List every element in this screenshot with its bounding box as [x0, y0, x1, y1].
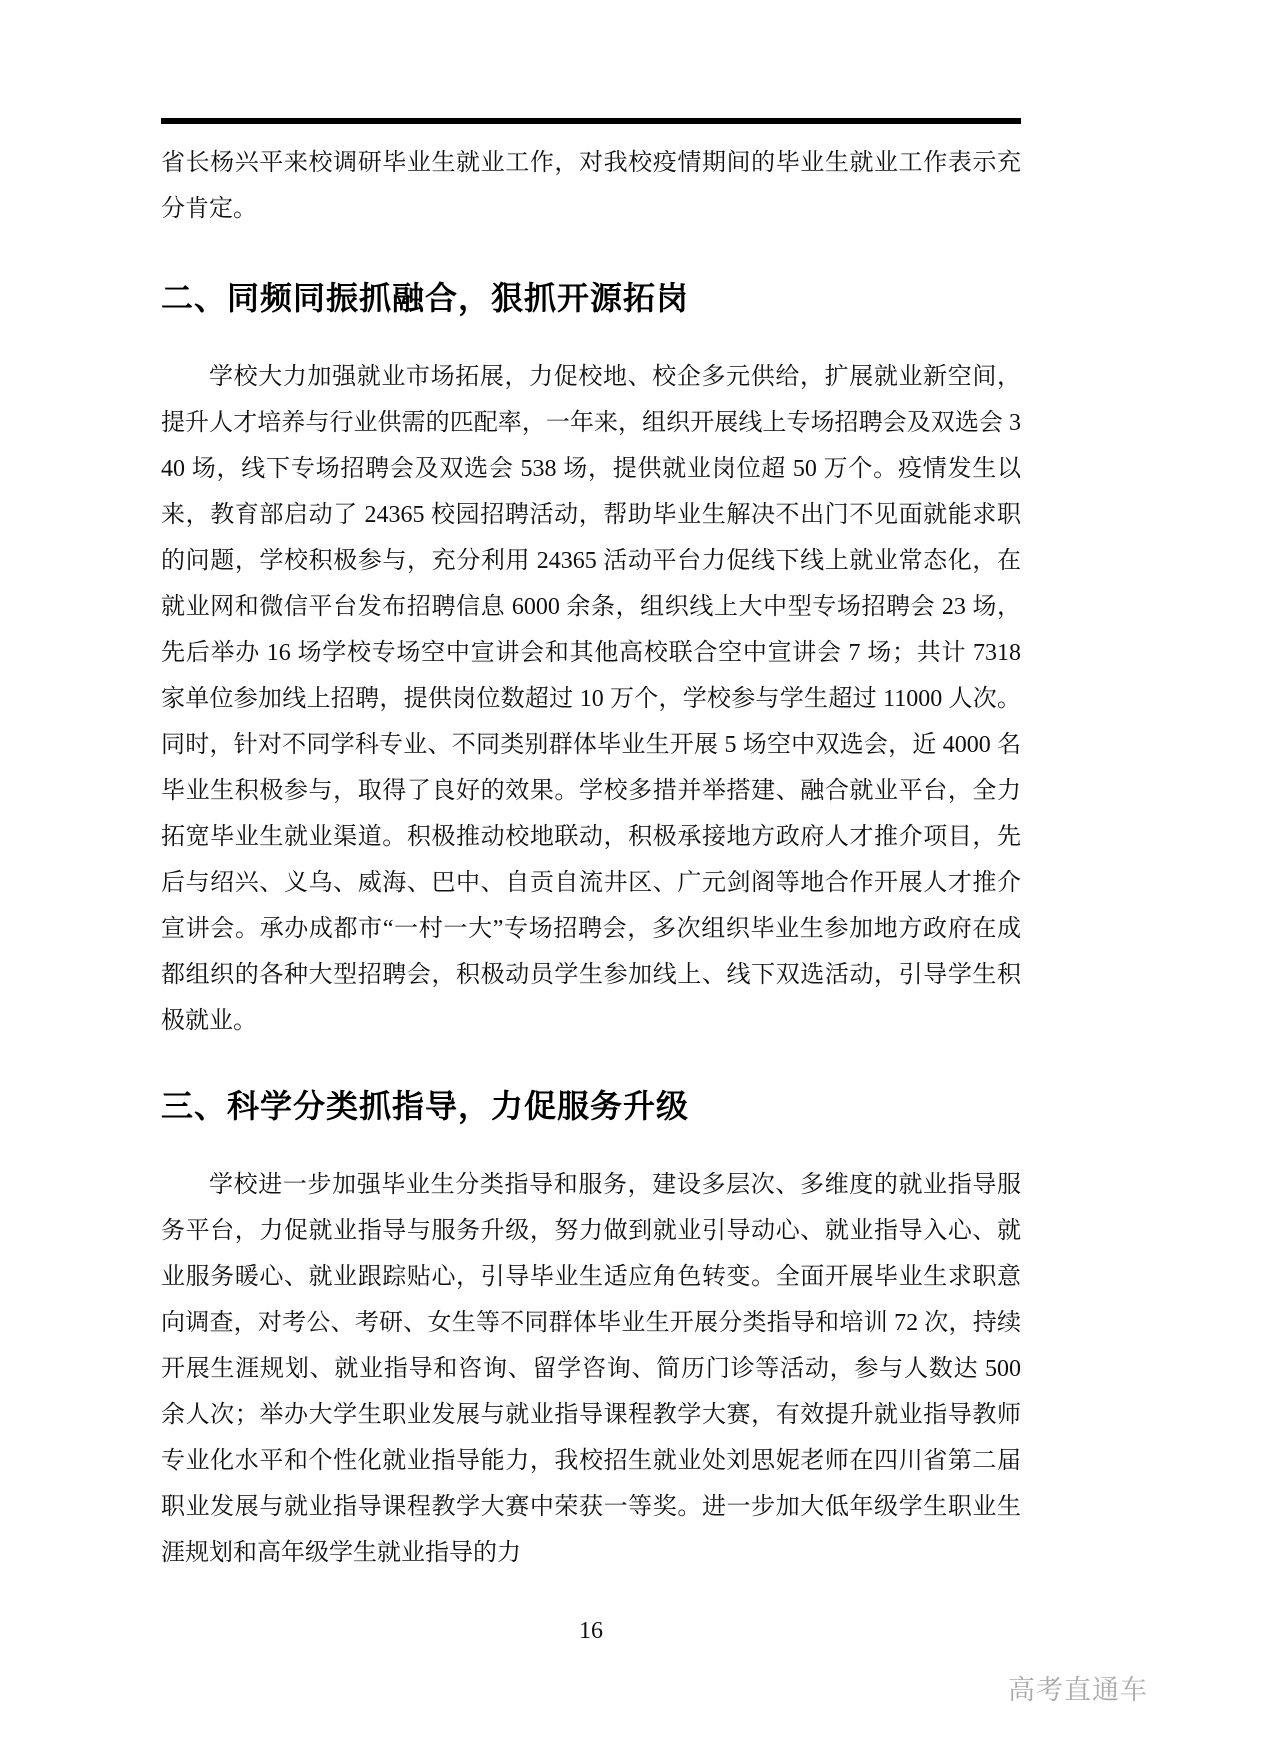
page-number: 16 — [579, 1618, 603, 1644]
document-content — [161, 118, 1021, 1576]
intro-paragraph: 省长杨兴平来校调研毕业生就业工作，对我校疫情期间的毕业生就业工作表示充分肯定。 — [161, 150, 1021, 222]
header-rule — [161, 118, 1021, 124]
watermark-text: 高考直通车 — [1008, 1675, 1148, 1705]
section-heading-3: 三、科学分类抓指导，力促服务升级 — [161, 1088, 690, 1124]
section-3-paragraph: 学校进一步加强毕业生分类指导和服务，建设多层次、多维度的就业指导服务平台，力促就业指导与服务升级，努力做到就业引导动心、就业指导入心、就业服务暖心、就业跟踪贴心，引导毕业生适应角色转变。全面开展毕业生求职意向调查，对考公、考研、女生等不同群体毕业生开展分类指导和培训 72 次，持续开展生涯规划、就业指导和咨询、留学咨询、简历门诊等活动，参与人数达 500 余人次；举办大学生职业发展与就业指导课程教学大赛，有效提升就业指导教师专业化水平和个性化就业指导能力，我校招生就业处刘思妮老师在四川省第二届职业发展与就业指导课程教学大赛中荣获一等奖。进一步加大低年级学生职业生涯规划和高年级学生就业指导的力 — [161, 1172, 1021, 1566]
section-heading-2: 二、同频同振抓融合，狠抓开源拓岗 — [161, 280, 690, 316]
section-2-paragraph: 学校大力加强就业市场拓展，力促校地、校企多元供给，扩展就业新空间，提升人才培养与行业供需的匹配率，一年来，组织开展线上专场招聘会及双选会 340 场，线下专场招聘会及双选会 538 场，提供就业岗位超 50 万个。疫情发生以来，教育部启动了 24365 校园招聘活动，帮助毕业生解决不出门不见面就能求职的问题，学校积极参与，充分利用 24365 活动平台力促线下线上就业常态化，在就业网和微信平台发布招聘信息 6000 余条，组织线上大中型专场招聘会 23 场，先后举办 16 场学校专场空中宣讲会和其他高校联合空中宣讲会 7 场；共计 7318 家单位参加线上招聘，提供岗位数超过 10 万个，学校参与学生超过 11000 人次。同时，针对不同学科专业、不同类别群体毕业生开展 5 场空中双选会，近 4000 名毕业生积极参与，取得了良好的效果。学校多措并举搭建、融合就业平台，全力拓宽毕业生就业渠道。积极推动校地联动，积极承接地方政府人才推介项目，先后与绍兴、义乌、威海、巴中、自贡自流井区、广元剑阁等地合作开展人才推介宣讲会。承办成都市“一村一大”专场招聘会，多次组织毕业生参加地方政府在成都组织的各种大型招聘会，积极动员学生参加线上、线下双选活动，引导学生积极就业。 — [161, 364, 1021, 1034]
